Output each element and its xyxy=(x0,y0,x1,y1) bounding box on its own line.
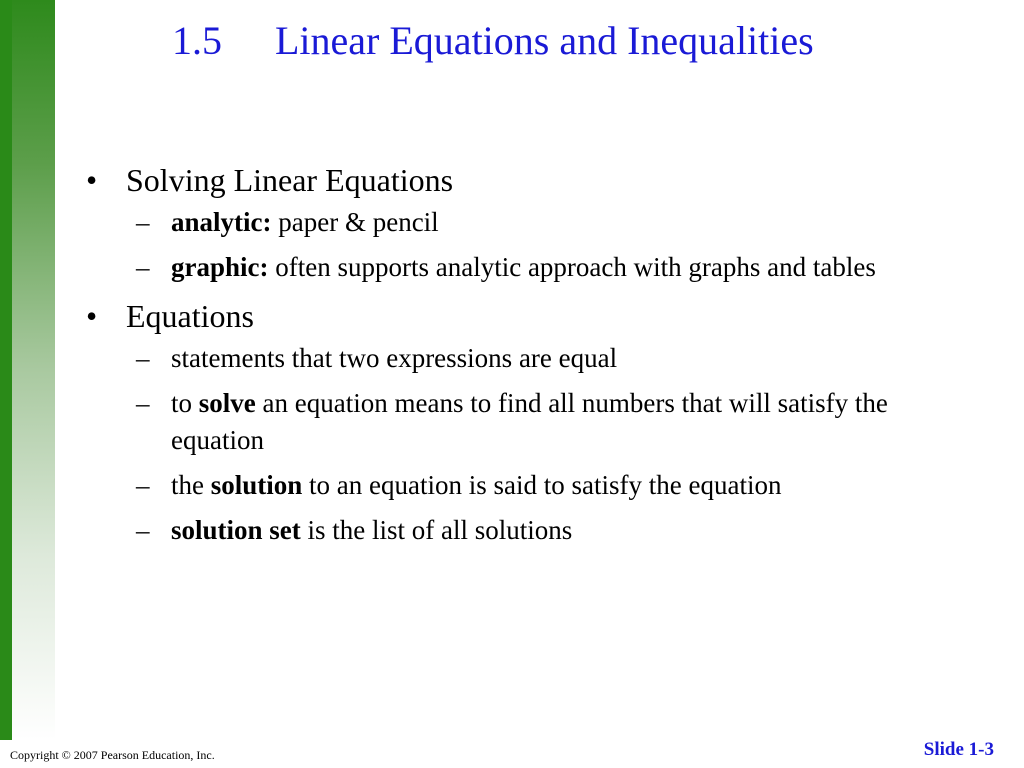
subitem-solve xyxy=(86,385,956,459)
slide-number: Slide 1-3 xyxy=(923,739,994,760)
subitem-text: paper & pencil xyxy=(271,207,439,237)
slide-title-text: Linear Equations and Inequalities xyxy=(275,18,814,63)
dash-icon: – xyxy=(136,252,150,282)
bullet-text: Solving Linear Equations xyxy=(126,162,454,198)
subitem-analytic xyxy=(86,204,956,241)
subitem-bold-term: solution xyxy=(210,470,303,500)
bullet-equations xyxy=(86,294,956,338)
dash-icon: – xyxy=(136,388,150,418)
slide-content xyxy=(86,158,956,557)
dash-icon: – xyxy=(136,207,150,237)
dash-icon: – xyxy=(136,515,150,545)
subitem-text: an equation means to find all numbers that will satisfy the equation xyxy=(171,388,888,455)
subitem-pre-text: the xyxy=(171,470,211,500)
bullet-icon: • xyxy=(86,298,98,334)
copyright-text: Copyright © 2007 Pearson Education, Inc. xyxy=(10,748,215,762)
subitem-pre-text: to xyxy=(171,388,199,418)
subitem-bold-term: analytic: xyxy=(171,207,272,237)
subitem-text: statements that two expressions are equal xyxy=(171,343,618,373)
slide-title xyxy=(172,16,814,66)
subitem-bold-term: graphic: xyxy=(171,252,269,282)
subitem-solution-set xyxy=(86,512,956,549)
sidebar-edge xyxy=(0,0,12,740)
bullet-text: Equations xyxy=(126,298,254,334)
subitem-text: often supports analytic approach with graphs and tables xyxy=(268,252,876,282)
subitem-solution xyxy=(86,467,956,504)
dash-icon: – xyxy=(136,470,150,500)
subitem-bold-term: solve xyxy=(198,388,256,418)
bullet-icon: • xyxy=(86,162,98,198)
slide-title-number: 1.5 xyxy=(172,18,222,63)
subitem-text: is the list of all solutions xyxy=(300,515,573,545)
subitem-statements xyxy=(86,340,956,377)
subitem-text: to an equation is said to satisfy the equation xyxy=(302,470,782,500)
bullet-solving-linear-equations xyxy=(86,158,956,202)
subitem-graphic xyxy=(86,249,956,286)
subitem-bold-term: solution set xyxy=(171,515,301,545)
dash-icon: – xyxy=(136,343,150,373)
